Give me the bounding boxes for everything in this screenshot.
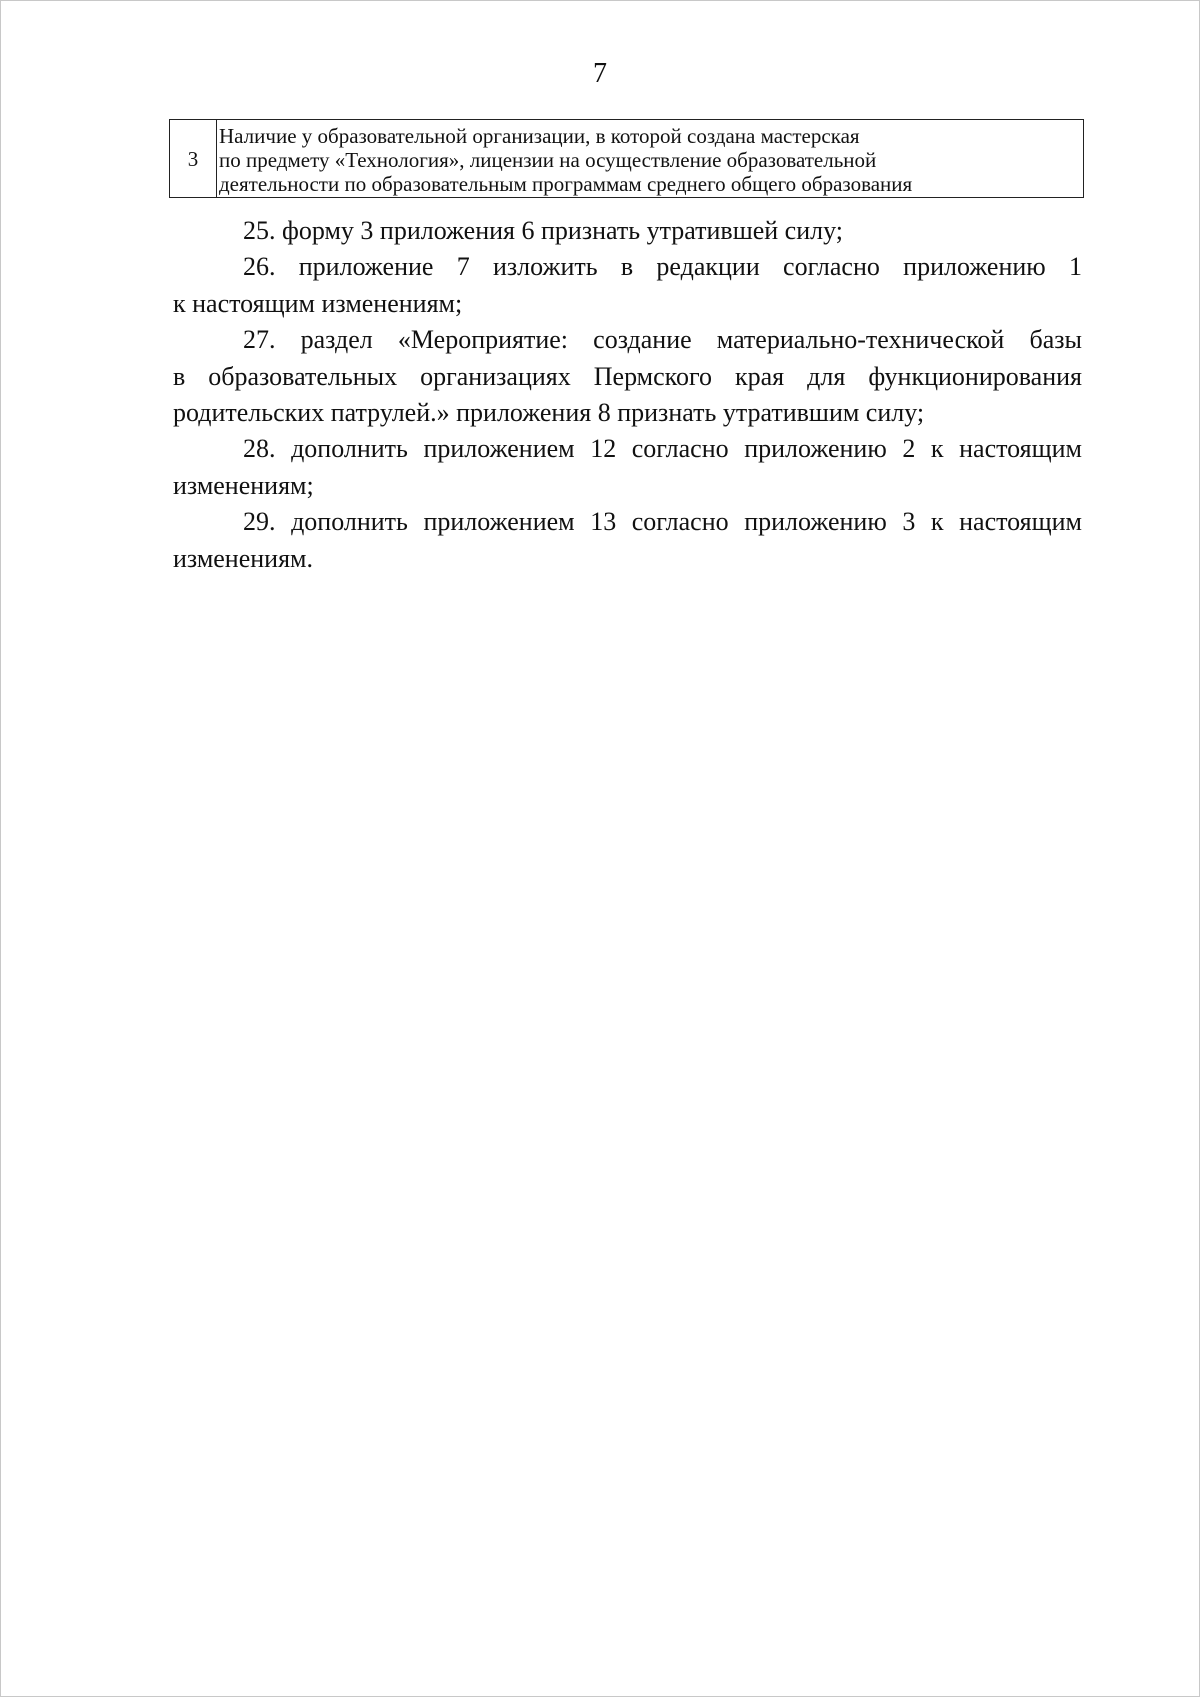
paragraph-27 [173,322,1082,431]
document-body [173,213,1082,577]
row-text-line: Наличие у образовательной организации, в которой создана мастерская [219,124,860,148]
page-number: 7 [593,58,607,89]
table-row [170,120,1084,198]
paragraph-line: в образовательных организациях Пермского края для функционирования [173,361,1082,391]
paragraph-28 [173,431,1082,504]
paragraph-line: родительских патрулей.» приложения 8 признать утратившим силу; [173,398,925,428]
row-text-line: по предмету «Технология», лицензии на осуществление образовательной [219,148,877,172]
row-text-line: деятельности по образовательным программам среднего общего образования [219,172,913,196]
paragraph-line: 26. приложение 7 изложить в редакции согласно приложению 1 [243,252,1082,282]
paragraph-line: к настоящим изменениям; [173,288,463,318]
paragraph-line: 29. дополнить приложением 13 согласно приложению 3 к настоящим [243,507,1082,537]
paragraph-line: изменениям. [173,543,314,573]
row-text [217,120,1084,198]
paragraph-line: изменениям; [173,470,314,500]
paragraph-26 [173,249,1082,322]
criteria-table [169,119,1084,198]
paragraph-line: 27. раздел «Мероприятие: создание материально-технической базы [243,325,1082,355]
paragraph-line: 25. форму 3 приложения 6 признать утратившей силу; [243,216,843,245]
row-number: 3 [170,120,217,198]
paragraph-29 [173,504,1082,577]
paragraph-25 [173,213,1082,249]
paragraph-line: 28. дополнить приложением 12 согласно приложению 2 к настоящим [243,434,1082,464]
